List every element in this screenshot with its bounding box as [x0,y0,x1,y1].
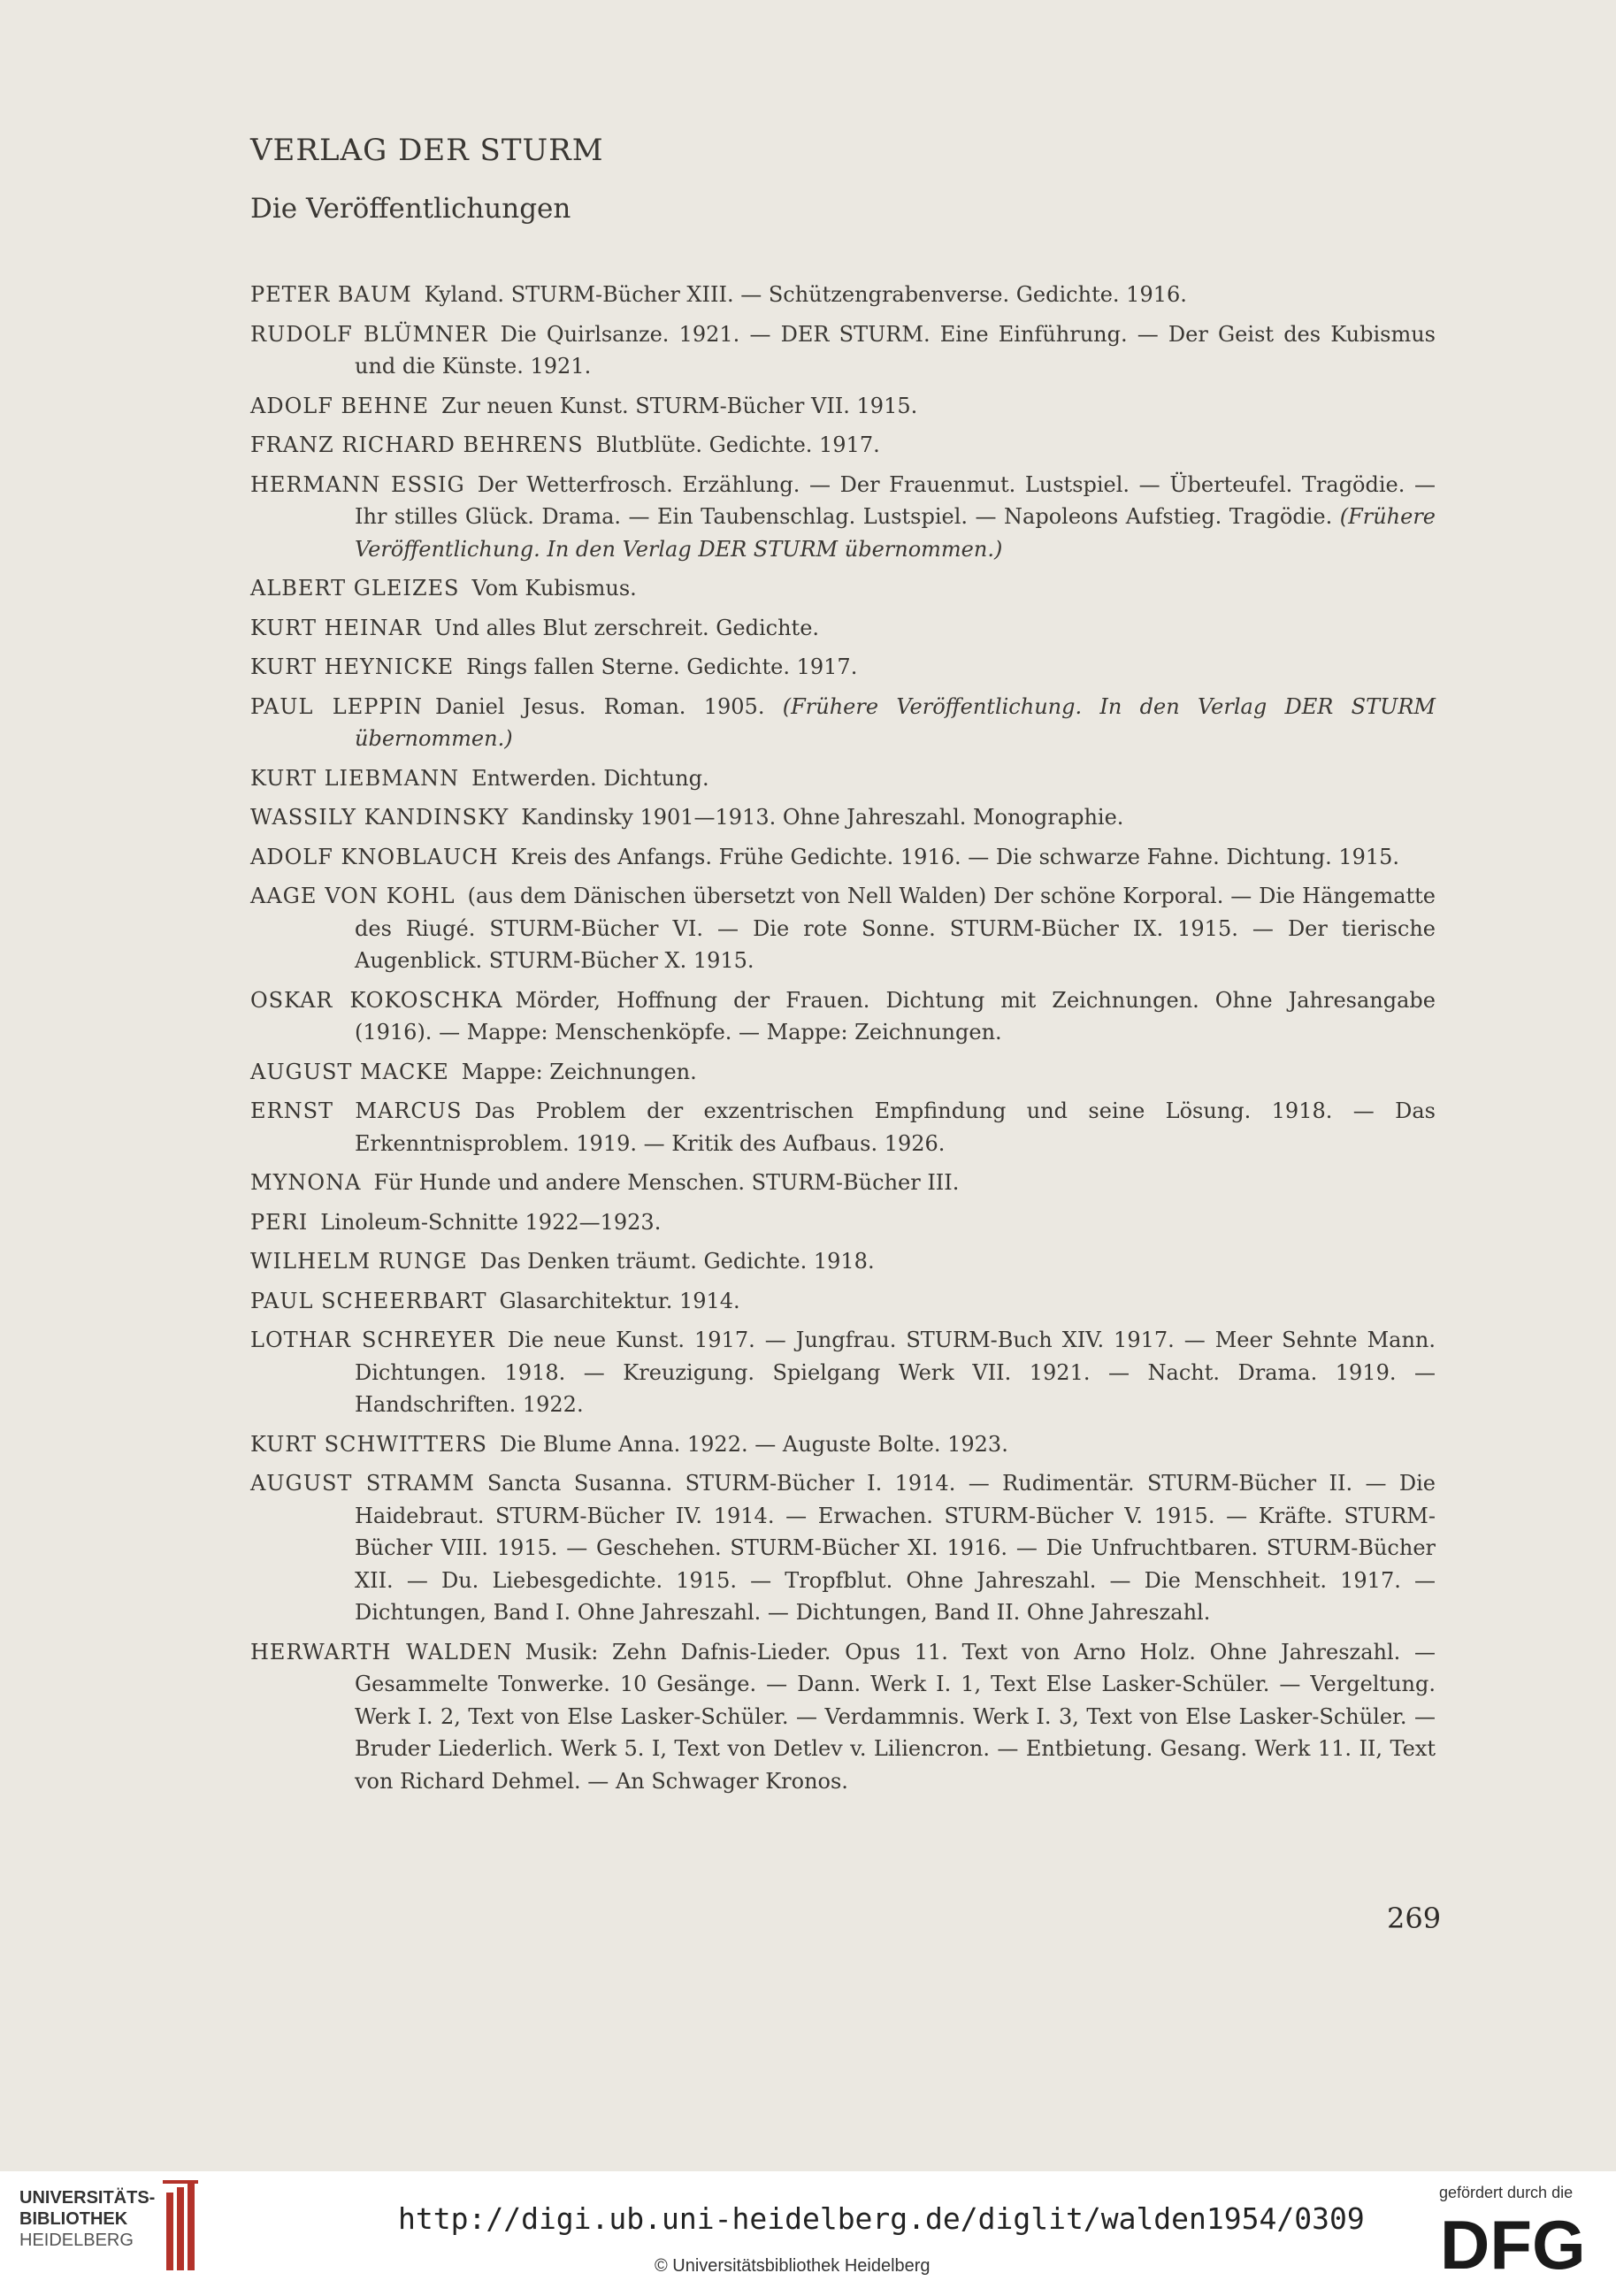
author-name: HERWARTH WALDEN [250,1639,513,1665]
author-name: ERNST MARCUS [250,1098,463,1123]
author-name: PAUL LEPPIN [250,693,423,719]
publication-entry [250,762,1436,795]
funding-label: gefördert durch die [1439,2184,1574,2201]
copyright-notice: © Universitätsbibliothek Heidelberg [655,2256,931,2276]
library-logo-icon [161,2178,202,2276]
author-name: ALBERT GLEIZES [250,576,460,601]
publication-entry [250,1167,1436,1199]
entry-text: Entwerden. Dichtung. [471,765,709,791]
entry-text: Die Quirlsanze. 1921. — DER STURM. Eine Einführung. — Der Geist des Kubismus und die Künste. 1921. [355,321,1436,379]
author-name: KURT HEINAR [250,615,422,640]
publication-entry [250,880,1436,977]
publication-entry [250,1636,1436,1798]
author-name: MYNONA [250,1170,362,1195]
author-name: OSKAR KOKOSCHKA [250,987,503,1013]
entry-text: Das Problem der exzentrischen Empfindung und seine Lösung. 1918. — Das Erkenntnisproblem. 1919. — Kritik des Aufbaus. 1926. [355,1098,1436,1156]
publication-entry [250,801,1436,834]
entry-text: Die neue Kunst. 1917. — Jungfrau. STURM-Buch XIV. 1917. — Meer Sehnte Mann. Dichtungen. 1918. — Kreuzigung. Spielgang Werk VII. 1921. — Nacht. Drama. 1919. — Handschriften. 1922. [355,1328,1436,1417]
entry-text: Glasarchitektur. 1914. [499,1288,740,1313]
author-name: RUDOLF BLÜMNER [250,321,488,347]
entry-text: Daniel Jesus. Roman. 1905. [435,693,765,719]
author-name: PETER BAUM [250,282,412,307]
author-name: KURT HEYNICKE [250,654,455,679]
document-url-link[interactable]: http://digi.ub.uni-heidelberg.de/diglit/walden1954/0309 [398,2201,1365,2236]
publication-list [250,279,1436,1804]
publication-entry [250,318,1436,383]
publication-entry [250,1245,1436,1278]
author-name: ADOLF KNOBLAUCH [250,844,499,869]
entry-text: Das Denken träumt. Gedichte. 1918. [479,1249,875,1274]
entry-text: Kyland. STURM-Bücher XIII. — Schützengrabenverse. Gedichte. 1916. [424,282,1187,307]
entry-text: Mörder, Hoffnung der Frauen. Dichtung mit Zeichnungen. Ohne Jahresangabe (1916). — Mappe: Menschenköpfe. — Mappe: Zeichnungen. [355,987,1436,1045]
publication-entry [250,572,1436,605]
author-name: AUGUST STRAMM [250,1471,475,1496]
publication-entry [250,429,1436,462]
publication-entry [250,1206,1436,1239]
entry-text: Linoleum-Schnitte 1922—1923. [320,1209,662,1235]
publication-entry [250,279,1436,311]
entry-text: Für Hunde und andere Menschen. STURM-Bücher III. [373,1170,960,1195]
publication-entry [250,1056,1436,1089]
svg-text:DFG: DFG [1440,2208,1586,2277]
entry-text: Vom Kubismus. [471,576,637,601]
entry-text: Musik: Zehn Dafnis-Lieder. Opus 11. Text von Arno Holz. Ohne Jahreszahl. — Gesammelte Tonwerke. 10 Gesänge. — Dann. Werk I. 1, Text Else Lasker-Schüler. — Vergeltung. Werk I. 2, Text von Else Lasker-Schüler. — Verdammnis. Werk I. 3, Text von Else Lasker-Schüler. — Bruder Liederlich. Werk 5. I, Text von Detlev v. Liliencron. — Entbietung. Gesang. Werk 11. II, Text von Richard Dehmel. — An Schwager Kronos. [355,1639,1436,1794]
entry-text: Der Wetterfrosch. Erzählung. — Der Frauenmut. Lustspiel. — Überteufel. Tragödie. — Ihr stilles Glück. Drama. — Ein Taubenschlag. Lustspiel. — Napoleons Aufstieg. Tragödie. [355,471,1436,529]
author-name: ADOLF BEHNE [250,393,430,418]
author-name: PERI [250,1209,309,1235]
footer-bar [0,2171,1616,2296]
entry-text: Sancta Susanna. STURM-Bücher I. 1914. — Rudimentär. STURM-Bücher II. — Die Haidebraut. STURM-Bücher IV. 1914. — Erwachen. STURM-Bücher V. 1915. — Kräfte. STURM-Bücher VIII. 1915. — Geschehen. STURM-Bücher XI. 1916. — Die Unfruchtbaren. STURM-Bücher XII. — Du. Liebesgedichte. 1915. — Tropfblut. Ohne Jahreszahl. — Die Menschheit. 1917. — Dichtungen, Band I. Ohne Jahreszahl. — Dichtungen, Band II. Ohne Jahreszahl. [355,1471,1436,1625]
library-line-2: BIBLIOTHEK [19,2209,128,2229]
dfg-logo-icon [1440,2208,1592,2277]
entry-text: Kreis des Anfangs. Frühe Gedichte. 1916. — Die schwarze Fahne. Dichtung. 1915. [510,844,1400,869]
publication-entry [250,390,1436,423]
publication-entry [250,1428,1436,1461]
entry-text: Zur neuen Kunst. STURM-Bücher VII. 1915. [441,393,918,418]
publication-entry [250,1095,1436,1159]
author-name: FRANZ RICHARD BEHRENS [250,432,584,457]
entry-note: (Frühere Veröffentlichung. In den Verlag DER STURM übernommen.) [355,693,1436,751]
page-number: 269 [1387,1902,1442,1935]
publication-entry [250,841,1436,874]
page-subtitle: Die Veröffentlichungen [250,193,571,225]
publication-entry [250,1285,1436,1318]
author-name: HERMANN ESSIG [250,471,465,497]
author-name: AUGUST MACKE [250,1059,449,1084]
author-name: WASSILY KANDINSKY [250,805,509,830]
publication-entry [250,984,1436,1049]
publication-entry [250,651,1436,684]
author-name: KURT SCHWITTERS [250,1431,487,1457]
author-name: LOTHAR SCHREYER [250,1328,495,1352]
publication-entry [250,1324,1436,1421]
author-name: PAUL SCHEERBART [250,1288,487,1313]
entry-text: Rings fallen Sterne. Gedichte. 1917. [466,654,858,679]
entry-text: Die Blume Anna. 1922. — Auguste Bolte. 1923. [499,1431,1008,1457]
entry-note: (Frühere Veröffentlichung. In den Verlag DER STURM übernommen.) [355,504,1436,562]
library-line-1: UNIVERSITÄTS- [19,2188,156,2208]
entry-text: Und alles Blut zerschreit. Gedichte. [433,615,820,640]
library-name [19,2187,155,2251]
library-line-3: HEIDELBERG [19,2231,134,2250]
page-title: VERLAG DER STURM [250,133,604,168]
author-name: WILHELM RUNGE [250,1249,468,1274]
publication-entry [250,691,1436,755]
publication-entry [250,469,1436,566]
publication-entry [250,612,1436,645]
entry-text: Blutblüte. Gedichte. 1917. [595,432,880,457]
publication-entry [250,1467,1436,1629]
entry-text: (aus dem Dänischen übersetzt von Nell Walden) Der schöne Korporal. — Die Hängematte des Riugé. STURM-Bücher VI. — Die rote Sonne. STURM-Bücher IX. 1915. — Der tierische Augenblick. STURM-Bücher X. 1915. [355,884,1436,973]
author-name: AAGE VON KOHL [250,884,456,908]
author-name: KURT LIEBMANN [250,765,460,791]
entry-text: Mappe: Zeichnungen. [461,1059,697,1084]
entry-text: Kandinsky 1901—1913. Ohne Jahreszahl. Monographie. [521,805,1124,830]
